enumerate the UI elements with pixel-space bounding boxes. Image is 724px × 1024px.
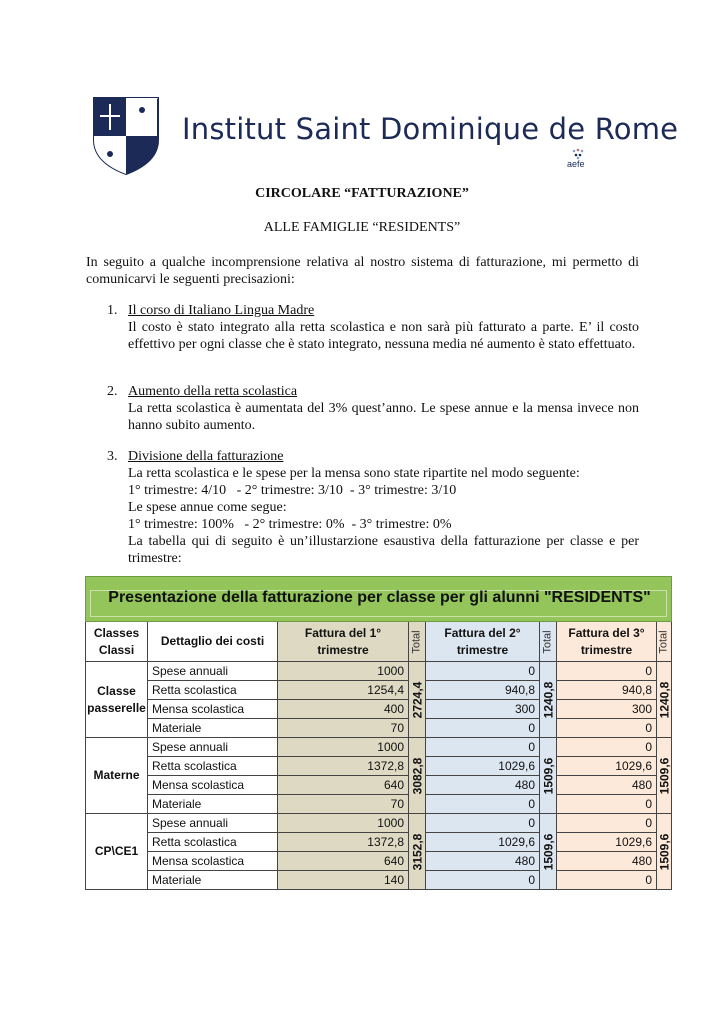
trimester-1-value: 70: [278, 795, 409, 814]
header-total-2: [540, 622, 557, 662]
trimester-3-value: 0: [557, 719, 657, 738]
trimester-1-total-text: 3082,8: [410, 757, 425, 794]
header-trimester-3: Fattura del 3° trimestre: [557, 622, 657, 662]
list-item-heading: Divisione della fatturazione: [128, 449, 284, 464]
trimester-1-value: 640: [278, 776, 409, 795]
trimester-2-value: 300: [426, 700, 540, 719]
trimester-2-value: 0: [426, 738, 540, 757]
cost-label: Retta scolastica: [148, 757, 278, 776]
cost-label: Mensa scolastica: [148, 852, 278, 871]
list-item-number: 1.: [107, 303, 118, 318]
cost-label: Retta scolastica: [148, 833, 278, 852]
list-item-text: La tabella qui di seguito è un’illustarzione esaustiva della fatturazione per classe e per trimestre:: [128, 534, 639, 566]
cost-label: Spese annuali: [148, 814, 278, 833]
trimester-3-total: [657, 662, 672, 738]
trimester-1-total-text: 2724,4: [410, 681, 425, 718]
trimester-1-value: 1000: [278, 662, 409, 681]
trimester-3-value: 0: [557, 795, 657, 814]
trimester-1-total: [409, 814, 426, 890]
table-title: Presentazione della fatturazione per classe per gli alunni "RESIDENTS": [108, 589, 651, 606]
cost-label: Mensa scolastica: [148, 776, 278, 795]
trimester-2-value: 0: [426, 814, 540, 833]
list-item: [107, 448, 639, 567]
trimester-1-total: [409, 662, 426, 738]
trimester-1-value: 70: [278, 719, 409, 738]
trimester-3-value: 480: [557, 852, 657, 871]
cost-label: Materiale: [148, 719, 278, 738]
trimester-2-value: 0: [426, 662, 540, 681]
trimester-3-total-text: 1509,6: [657, 833, 672, 870]
trimester-2-value: 480: [426, 776, 540, 795]
class-name: Classe passerelle: [85, 662, 148, 738]
cost-label: Materiale: [148, 871, 278, 890]
trimester-2-total-text: 1509,6: [541, 833, 556, 870]
trimester-2-total: [540, 662, 557, 738]
cost-label: Spese annuali: [148, 662, 278, 681]
trimester-1-value: 1000: [278, 814, 409, 833]
trimester-3-total-text: 1509,6: [657, 757, 672, 794]
institution-name: Institut Saint Dominique de Rome: [182, 112, 679, 146]
header-total-1-text: Total: [411, 629, 423, 654]
trimester-2-total-text: 1240,8: [541, 681, 556, 718]
trimester-3-value: 0: [557, 738, 657, 757]
trimester-3-value: 0: [557, 662, 657, 681]
table-banner: [85, 576, 672, 622]
class-name: CP\CE1: [85, 814, 148, 890]
cost-label: Spese annuali: [148, 738, 278, 757]
trimester-3-value: 0: [557, 871, 657, 890]
aefe-logo: [564, 148, 592, 172]
billing-table: [85, 576, 672, 889]
list-item-text: Le spese annue come segue:: [128, 500, 287, 515]
list-item-text: La retta scolastica è aumentata del 3% quest’anno. Le spese annue e la mensa invece non hanno subito aumento.: [128, 401, 639, 433]
trimester-3-value: 1029,6: [557, 833, 657, 852]
header-trimester-1: Fattura del 1° trimestre: [278, 622, 409, 662]
intro-paragraph: In seguito a qualche incomprensione relativa al nostro sistema di fatturazione, mi permetto di comunicarvi le seguenti precisazioni:: [86, 255, 639, 287]
trimester-3-total-text: 1240,8: [657, 681, 672, 718]
cost-label: Mensa scolastica: [148, 700, 278, 719]
trimester-2-value: 0: [426, 795, 540, 814]
trimester-1-value: 400: [278, 700, 409, 719]
trimester-1-value: 1372,8: [278, 757, 409, 776]
cost-label: Retta scolastica: [148, 681, 278, 700]
trimester-2-value: 1029,6: [426, 757, 540, 776]
header-total-3-text: Total: [658, 629, 670, 654]
aefe-label: aefe: [567, 159, 585, 169]
document-recipients: ALLE FAMIGLIE “RESIDENTS”: [263, 220, 461, 235]
list-item: [107, 302, 639, 353]
trimester-3-value: 300: [557, 700, 657, 719]
trimester-2-value: 1029,6: [426, 833, 540, 852]
trimester-1-value: 1372,8: [278, 833, 409, 852]
trimester-2-total: [540, 738, 557, 814]
list-item-number: 3.: [107, 449, 118, 464]
list-item-text: La retta scolastica e le spese per la mensa sono state ripartite nel modo seguente:: [128, 466, 580, 481]
list-item-text: Il costo è stato integrato alla retta scolastica e non sarà più fatturato a parte. E’ il costo effettivo per ogni classe che è stato integrato, nessuna media né aumento è stato effettuato.: [128, 320, 639, 352]
trimester-3-total: [657, 738, 672, 814]
header-classes: Classes Classi: [85, 622, 148, 662]
trimester-3-value: 1029,6: [557, 757, 657, 776]
trimester-1-value: 140: [278, 871, 409, 890]
list-item-heading: Aumento della retta scolastica: [128, 384, 298, 399]
list-item-text: 1° trimestre: 4/10 - 2° trimestre: 3/10 - 3° trimestre: 3/10: [128, 483, 457, 498]
header-detail: Dettaglio dei costi: [148, 622, 278, 662]
trimester-2-value: 480: [426, 852, 540, 871]
list-item-number: 2.: [107, 384, 118, 399]
class-name: Materne: [85, 738, 148, 814]
header-total-3: [657, 622, 672, 662]
trimester-2-value: 940,8: [426, 681, 540, 700]
trimester-2-value: 0: [426, 719, 540, 738]
trimester-1-total-text: 3152,8: [410, 833, 425, 870]
list-item-heading: Il corso di Italiano Lingua Madre: [128, 303, 315, 318]
trimester-3-value: 480: [557, 776, 657, 795]
list-item: [107, 383, 639, 434]
trimester-1-value: 1254,4: [278, 681, 409, 700]
list-item-text: 1° trimestre: 100% - 2° trimestre: 0% - 3° trimestre: 0%: [128, 517, 452, 532]
trimester-2-total: [540, 814, 557, 890]
trimester-3-value: 940,8: [557, 681, 657, 700]
trimester-1-value: 640: [278, 852, 409, 871]
trimester-3-total: [657, 814, 672, 890]
document-title: CIRCOLARE “FATTURAZIONE”: [255, 186, 469, 201]
header-trimester-2: Fattura del 2° trimestre: [426, 622, 540, 662]
trimester-1-total: [409, 738, 426, 814]
trimester-2-value: 0: [426, 871, 540, 890]
trimester-2-total-text: 1509,6: [541, 757, 556, 794]
school-crest-icon: [92, 96, 160, 176]
cost-label: Materiale: [148, 795, 278, 814]
header-total-2-text: Total: [542, 629, 554, 654]
trimester-3-value: 0: [557, 814, 657, 833]
trimester-1-value: 1000: [278, 738, 409, 757]
header-total-1: [409, 622, 426, 662]
